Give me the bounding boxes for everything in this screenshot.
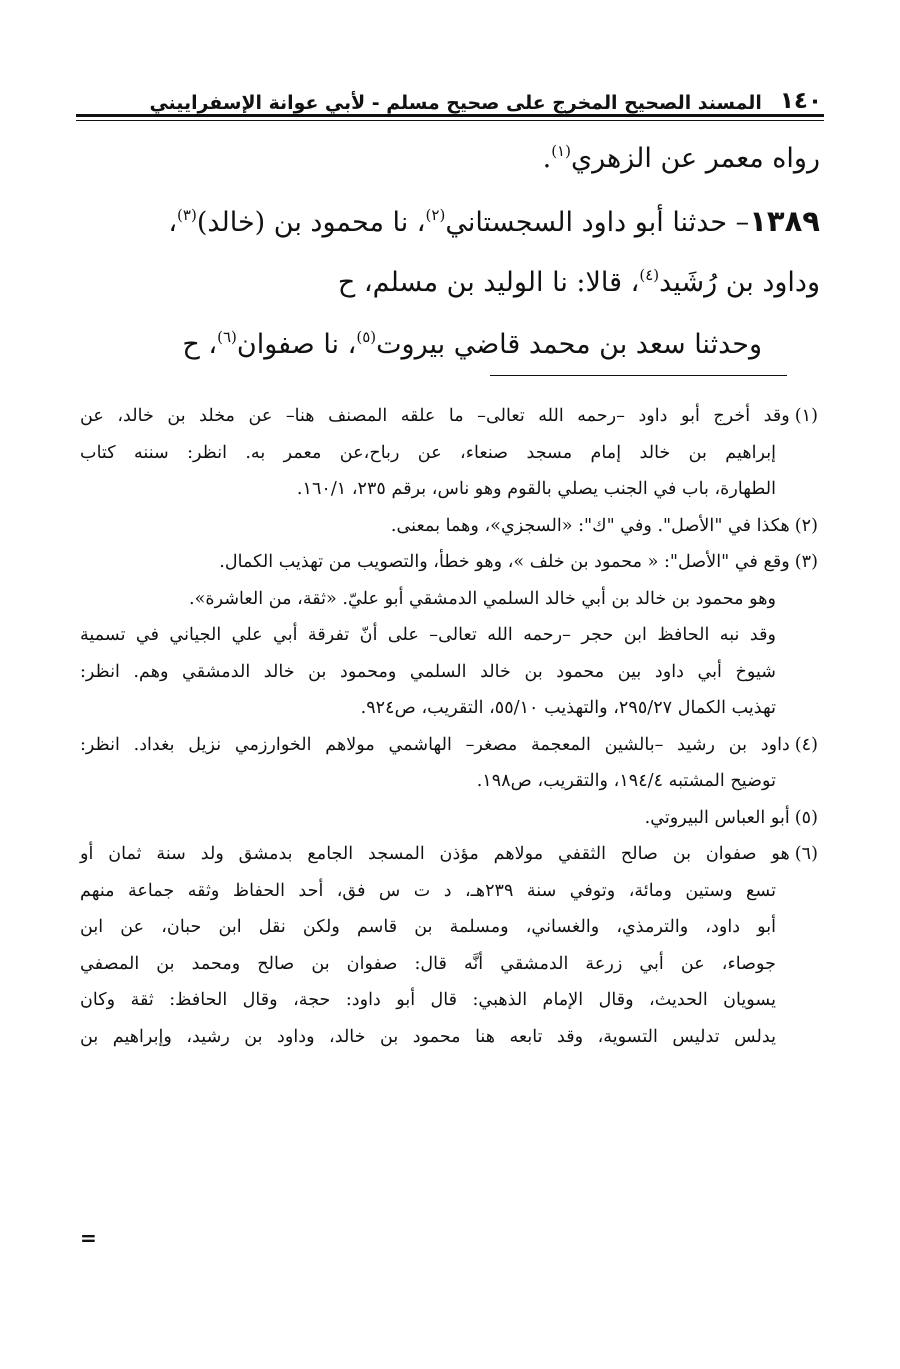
footnote-ref[interactable]: (٣)	[177, 206, 197, 224]
text-run: –	[727, 207, 750, 238]
footnote-6	[80, 836, 818, 1055]
footnote-ref[interactable]: (١)	[551, 142, 571, 160]
footnote-line: أبو داود، والترمذي، والغساني، ومسلمة بن قاسم ولكن نقل ابن حبان، عن ابن	[80, 917, 776, 937]
text-run: ، ح	[182, 329, 218, 360]
continuation-mark: =	[80, 1226, 97, 1250]
text-run: وداود بن رُشَيد	[659, 267, 820, 298]
header-rule-thin	[76, 120, 824, 121]
text-run: وقد أخرج أبو داود –رحمه الله تعالى– ما علقه المصنف هنا– عن مخلد بن خالد، عن	[80, 406, 790, 426]
footnote-ref[interactable]: (٥)	[356, 328, 377, 346]
footnote-line: جوصاء، عن أبي زرعة الدمشقي أنَّه قال: صفوان بن صالح ومحمد بن المصفي	[80, 953, 776, 974]
main-line-2	[82, 190, 820, 252]
footnote-5	[80, 800, 818, 837]
footnote-separator	[490, 375, 787, 376]
running-header	[148, 80, 822, 114]
footnote-number: (٤)	[794, 734, 818, 755]
footnote-line: إبراهيم بن خالد إمام مسجد صنعاء، عن رباح،عن معمر به. انظر: سننه كتاب	[80, 442, 776, 463]
text-run: .	[542, 143, 552, 174]
footnote-number: (٢)	[794, 515, 818, 536]
footnote-line: تهذيب الكمال ٢٩٥/٢٧، والتهذيب ٥٥/١٠، التقريب، ص٩٢٤.	[360, 698, 776, 718]
footnote-4	[80, 727, 818, 800]
text-run: وقع في "الأصل": « محمود بن خلف »، وهو خطأ، والتصويب من تهذيب الكمال.	[219, 552, 790, 572]
main-text	[82, 128, 820, 376]
text-run: داود بن رشيد –بالشين المعجمة مصغر– الهاشمي مولاهم الخوارزمي نزيل بغداد. انظر:	[80, 734, 790, 755]
footnote-line: وهو محمود بن خالد بن أبي خالد السلمي الدمشقي أبو عليّ. «ثقة، من العاشرة».	[189, 588, 776, 609]
footnote-2	[80, 508, 818, 545]
footnote-line: الطهارة، باب في الجنب يصلي بالقوم وهو ناس، برقم ٢٣٥، ١٦٠/١.	[296, 479, 776, 499]
footnote-ref[interactable]: (٢)	[425, 206, 446, 224]
main-line-4	[82, 314, 820, 376]
text-run: ، نا محمود بن (خالد)	[196, 207, 426, 238]
footnote-ref[interactable]: (٤)	[639, 266, 660, 284]
hadith-number: ١٣٨٩	[749, 204, 820, 238]
footnote-line: وقد نبه الحافظ ابن حجر –رحمه الله تعالى– على أنّ تفرقة أبي علي الجياني في تسمية	[80, 625, 776, 645]
footnote-ref[interactable]: (٦)	[217, 328, 237, 346]
footnote-line: تسع وستين ومائة، وتوفي سنة ٢٣٩هـ، د ت س فق، أحد الحفاظ وثقه جماعة منهم	[80, 880, 776, 901]
footnote-number: (٦)	[794, 844, 818, 864]
footnote-3	[80, 544, 818, 727]
footnote-1	[80, 398, 818, 508]
footnote-line	[80, 800, 818, 837]
text-run: رواه معمر عن الزهري	[570, 143, 820, 174]
footnotes	[80, 398, 818, 1055]
text-run: أبو العباس البيروتي.	[644, 807, 790, 828]
footnote-line: يدلس تدليس التسوية، وقد تابعه هنا محمود بن خالد، وداود بن رشيد، وإبراهيم بن	[80, 1026, 776, 1047]
main-line-1	[82, 128, 820, 190]
footnote-line	[80, 508, 818, 545]
page-number: ١٤٠	[779, 88, 822, 114]
main-line-3	[82, 252, 820, 314]
footnote-line	[80, 836, 818, 873]
footnote-number: (٣)	[794, 552, 818, 572]
header-rule-thick	[76, 114, 824, 117]
text-run: ، قالا: نا الوليد بن مسلم، ح	[337, 267, 640, 298]
footnote-line	[80, 544, 818, 581]
footnote-number: (١)	[794, 406, 818, 426]
text-run: هو صفوان بن صالح الثقفي مولاهم مؤذن المسجد الجامع بدمشق ولد سنة ثمان أو	[80, 844, 790, 864]
text-run: هكذا في "الأصل". وفي "ك": «السجزي»، وهما بمعنى.	[390, 515, 790, 536]
footnote-line: شيوخ أبي داود بين محمود بن خالد السلمي ومحمود بن خالد الدمشقي وهم. انظر:	[80, 661, 776, 682]
text-run: حدثنا أبو داود السجستاني	[445, 207, 728, 238]
footnote-line: يسويان الحديث، وقال الإمام الذهبي: قال أبو داود: حجة، وقال الحافظ: ثقة وكان	[80, 990, 776, 1010]
text-run: وحدثنا سعد بن محمد قاضي بيروت	[376, 329, 762, 360]
footnote-line	[80, 727, 818, 764]
text-run: ،	[168, 207, 178, 238]
footnote-line: توضيح المشتبه ١٩٤/٤، والتقريب، ص١٩٨.	[476, 771, 776, 791]
footnote-number: (٥)	[794, 807, 818, 828]
text-run: ، نا صفوان	[236, 329, 357, 360]
footnote-line	[80, 398, 818, 435]
running-title: المسند الصحيح المخرج على صحيح مسلم - لأبي عوانة الإسفراييني	[149, 92, 762, 114]
